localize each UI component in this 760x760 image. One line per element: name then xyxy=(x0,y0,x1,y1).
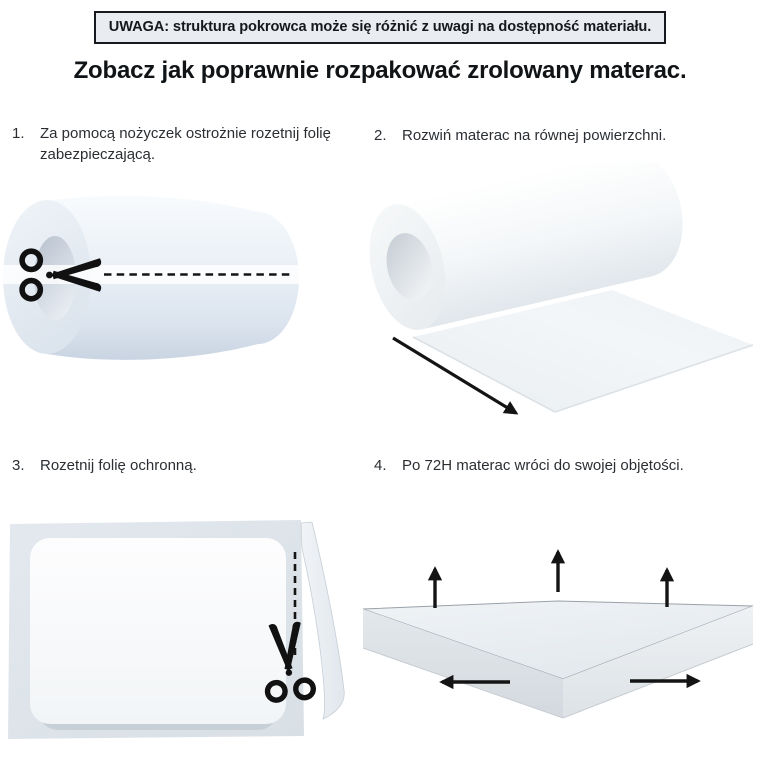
flat-mattress-film-illustration xyxy=(8,512,353,742)
rolled-mattress-illustration xyxy=(0,185,340,410)
step-item-2 xyxy=(374,125,754,146)
step-text: Za pomocą nożyczek ostrożnie rozetnij folię zabezpieczającą. xyxy=(40,125,331,163)
step-item-1 xyxy=(12,123,334,165)
step-text: Po 72H materac wróci do swojej objętości. xyxy=(402,457,684,474)
expanding-mattress-illustration xyxy=(360,505,760,760)
film-strip-curl xyxy=(301,522,344,719)
step-item-3 xyxy=(12,455,342,476)
notice-banner: UWAGA: struktura pokrowca może się różnić z uwagi na dostępność materiału. xyxy=(94,11,666,44)
step-text: Rozetnij folię ochronną. xyxy=(40,457,197,474)
step-number: 1. xyxy=(12,125,25,142)
step-number: 3. xyxy=(12,457,25,474)
unrolling-mattress-illustration xyxy=(363,162,759,432)
flat-mattress xyxy=(30,538,286,724)
step-number: 4. xyxy=(374,457,387,474)
notice-banner-row xyxy=(0,11,760,44)
page-title: Zobacz jak poprawnie rozpakować zrolowany materac. xyxy=(73,57,687,84)
step-item-4 xyxy=(374,455,756,476)
step-number: 2. xyxy=(374,127,387,144)
step-text: Rozwiń materac na równej powierzchni. xyxy=(402,127,667,144)
